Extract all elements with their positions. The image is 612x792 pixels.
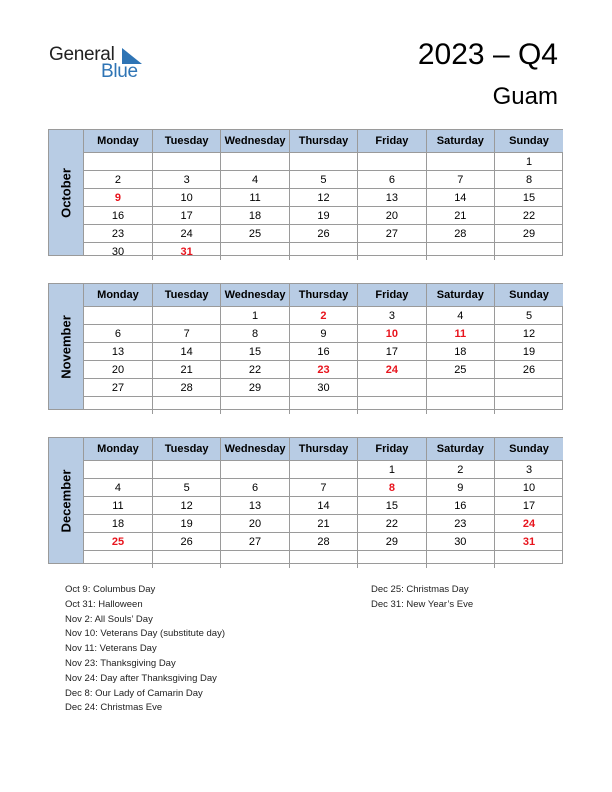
day-cell (152, 551, 220, 569)
day-cell: 11 (426, 325, 494, 343)
month-label: November (49, 284, 84, 409)
day-cell: 11 (221, 189, 289, 207)
day-cell: 13 (221, 497, 289, 515)
day-cell: 14 (289, 497, 357, 515)
day-cell: 20 (84, 361, 152, 379)
month-november (48, 283, 563, 410)
day-cell: 10 (495, 479, 563, 497)
weekday-header: Thursday (289, 130, 357, 153)
logo-text-blue: Blue (101, 61, 138, 82)
weekday-header: Saturday (426, 130, 494, 153)
day-cell: 8 (495, 171, 563, 189)
week-row (84, 343, 563, 361)
holiday-note: Nov 24: Day after Thanksgiving Day (65, 672, 217, 684)
day-cell: 17 (495, 497, 563, 515)
weekday-header-row (84, 438, 563, 461)
day-cell (426, 379, 494, 397)
day-cell (358, 551, 426, 569)
weekday-header: Friday (358, 284, 426, 307)
day-cell: 29 (221, 379, 289, 397)
day-cell: 4 (426, 307, 494, 325)
day-cell: 23 (426, 515, 494, 533)
calendar-table (84, 438, 563, 568)
weekday-header: Friday (358, 438, 426, 461)
day-cell (289, 153, 357, 171)
holiday-note: Oct 9: Columbus Day (65, 584, 156, 595)
weekday-header: Monday (84, 284, 152, 307)
day-cell: 27 (358, 225, 426, 243)
day-cell: 7 (152, 325, 220, 343)
day-cell: 23 (289, 361, 357, 379)
day-cell: 6 (221, 479, 289, 497)
day-cell: 6 (358, 171, 426, 189)
holiday-note: Dec 24: Christmas Eve (65, 702, 163, 714)
day-cell: 13 (358, 189, 426, 207)
day-cell: 21 (289, 515, 357, 533)
week-row (84, 497, 563, 515)
day-cell: 30 (84, 243, 152, 261)
day-cell: 9 (289, 325, 357, 343)
day-cell (495, 243, 563, 261)
day-cell: 31 (152, 243, 220, 261)
weekday-header: Sunday (495, 284, 563, 307)
week-row (84, 479, 563, 497)
weekday-header-row (84, 130, 563, 153)
day-cell: 30 (426, 533, 494, 551)
day-cell: 4 (221, 171, 289, 189)
day-cell (289, 461, 357, 479)
day-cell: 2 (84, 171, 152, 189)
day-cell: 10 (152, 189, 220, 207)
day-cell: 3 (152, 171, 220, 189)
day-cell: 26 (152, 533, 220, 551)
day-cell: 9 (426, 479, 494, 497)
month-december (48, 437, 563, 564)
day-cell: 29 (358, 533, 426, 551)
day-cell: 3 (495, 461, 563, 479)
week-row (84, 379, 563, 397)
day-cell: 8 (358, 479, 426, 497)
week-row (84, 171, 563, 189)
day-cell (426, 243, 494, 261)
day-cell: 22 (358, 515, 426, 533)
day-cell (221, 551, 289, 569)
day-cell (289, 397, 357, 415)
week-row (84, 189, 563, 207)
day-cell: 28 (289, 533, 357, 551)
weekday-header: Sunday (495, 130, 563, 153)
day-cell: 18 (426, 343, 494, 361)
weekday-header: Tuesday (152, 284, 220, 307)
day-cell (426, 551, 494, 569)
day-cell: 7 (289, 479, 357, 497)
day-cell: 2 (426, 461, 494, 479)
day-cell: 17 (358, 343, 426, 361)
day-cell: 29 (495, 225, 563, 243)
day-cell (84, 153, 152, 171)
day-cell: 26 (495, 361, 563, 379)
calendar-table (84, 130, 563, 260)
weekday-header: Saturday (426, 438, 494, 461)
day-cell (221, 461, 289, 479)
day-cell: 25 (84, 533, 152, 551)
day-cell: 2 (289, 307, 357, 325)
week-row (84, 397, 563, 415)
day-cell (358, 153, 426, 171)
day-cell: 5 (289, 171, 357, 189)
holiday-note: Nov 10: Veterans Day (substitute day) (65, 628, 225, 640)
holiday-note: Oct 31: Halloween (65, 598, 143, 610)
weekday-header: Monday (84, 438, 152, 461)
holiday-note: Nov 23: Thanksgiving Day (65, 657, 176, 669)
week-row (84, 551, 563, 569)
day-cell: 17 (152, 207, 220, 225)
weekday-header: Saturday (426, 284, 494, 307)
day-cell (152, 461, 220, 479)
day-cell: 27 (84, 379, 152, 397)
day-cell: 5 (495, 307, 563, 325)
day-cell: 28 (152, 379, 220, 397)
day-cell (152, 153, 220, 171)
week-row (84, 225, 563, 243)
day-cell: 30 (289, 379, 357, 397)
day-cell (289, 551, 357, 569)
holiday-note: Dec 8: Our Lady of Camarin Day (65, 687, 203, 699)
day-cell (495, 379, 563, 397)
weekday-header-row (84, 284, 563, 307)
day-cell: 18 (84, 515, 152, 533)
day-cell: 1 (495, 153, 563, 171)
holiday-notes-left (65, 583, 225, 716)
day-cell: 4 (84, 479, 152, 497)
day-cell (84, 461, 152, 479)
day-cell: 19 (495, 343, 563, 361)
day-cell: 11 (84, 497, 152, 515)
day-cell: 3 (358, 307, 426, 325)
day-cell: 15 (495, 189, 563, 207)
day-cell: 6 (84, 325, 152, 343)
day-cell: 15 (358, 497, 426, 515)
weekday-header: Tuesday (152, 130, 220, 153)
day-cell: 22 (221, 361, 289, 379)
day-cell: 8 (221, 325, 289, 343)
day-cell: 27 (221, 533, 289, 551)
day-cell (358, 379, 426, 397)
day-cell: 24 (495, 515, 563, 533)
day-cell: 14 (152, 343, 220, 361)
day-cell: 19 (152, 515, 220, 533)
day-cell: 16 (289, 343, 357, 361)
week-row (84, 533, 563, 551)
day-cell (84, 307, 152, 325)
day-cell: 24 (152, 225, 220, 243)
holiday-note: Dec 25: Christmas Day (371, 584, 469, 595)
day-cell: 25 (221, 225, 289, 243)
day-cell: 14 (426, 189, 494, 207)
day-cell: 21 (426, 207, 494, 225)
day-cell: 13 (84, 343, 152, 361)
day-cell (495, 551, 563, 569)
day-cell: 7 (426, 171, 494, 189)
day-cell (426, 153, 494, 171)
day-cell (221, 243, 289, 261)
weekday-header: Wednesday (221, 130, 289, 153)
day-cell (84, 397, 152, 415)
day-cell (221, 397, 289, 415)
week-row (84, 325, 563, 343)
day-cell (152, 307, 220, 325)
day-cell: 23 (84, 225, 152, 243)
day-cell: 16 (84, 207, 152, 225)
calendar-table (84, 284, 563, 414)
day-cell: 22 (495, 207, 563, 225)
weekday-header: Thursday (289, 284, 357, 307)
weekday-header: Thursday (289, 438, 357, 461)
logo-text-general: General (49, 44, 115, 65)
day-cell: 1 (221, 307, 289, 325)
day-cell (495, 397, 563, 415)
day-cell: 21 (152, 361, 220, 379)
weekday-header: Monday (84, 130, 152, 153)
holiday-note: Nov 2: All Souls’ Day (65, 613, 153, 625)
day-cell (152, 397, 220, 415)
week-row (84, 153, 563, 171)
day-cell: 28 (426, 225, 494, 243)
weekday-header: Wednesday (221, 438, 289, 461)
week-row (84, 515, 563, 533)
page-title: 2023 – Q4 (417, 38, 558, 71)
day-cell: 26 (289, 225, 357, 243)
page-subtitle: Guam (492, 83, 558, 110)
day-cell: 25 (426, 361, 494, 379)
day-cell: 10 (358, 325, 426, 343)
day-cell: 12 (152, 497, 220, 515)
day-cell: 9 (84, 189, 152, 207)
day-cell: 16 (426, 497, 494, 515)
month-october (48, 129, 563, 256)
day-cell: 31 (495, 533, 563, 551)
day-cell: 1 (358, 461, 426, 479)
brand-logo (49, 44, 149, 84)
day-cell: 20 (358, 207, 426, 225)
day-cell: 19 (289, 207, 357, 225)
day-cell: 15 (221, 343, 289, 361)
holiday-note: Dec 31: New Year’s Eve (371, 598, 474, 610)
holiday-note: Nov 11: Veterans Day (65, 643, 157, 655)
month-label: December (49, 438, 84, 563)
day-cell: 20 (221, 515, 289, 533)
holiday-notes-right (371, 583, 473, 613)
weekday-header: Sunday (495, 438, 563, 461)
day-cell (358, 243, 426, 261)
week-row (84, 207, 563, 225)
day-cell: 5 (152, 479, 220, 497)
weekday-header: Tuesday (152, 438, 220, 461)
month-label: October (49, 130, 84, 255)
weekday-header: Wednesday (221, 284, 289, 307)
weekday-header: Friday (358, 130, 426, 153)
day-cell: 12 (289, 189, 357, 207)
week-row (84, 461, 563, 479)
week-row (84, 307, 563, 325)
day-cell (426, 397, 494, 415)
day-cell (358, 397, 426, 415)
week-row (84, 243, 563, 261)
day-cell: 24 (358, 361, 426, 379)
day-cell: 12 (495, 325, 563, 343)
week-row (84, 361, 563, 379)
day-cell (289, 243, 357, 261)
day-cell: 18 (221, 207, 289, 225)
day-cell (221, 153, 289, 171)
day-cell (84, 551, 152, 569)
